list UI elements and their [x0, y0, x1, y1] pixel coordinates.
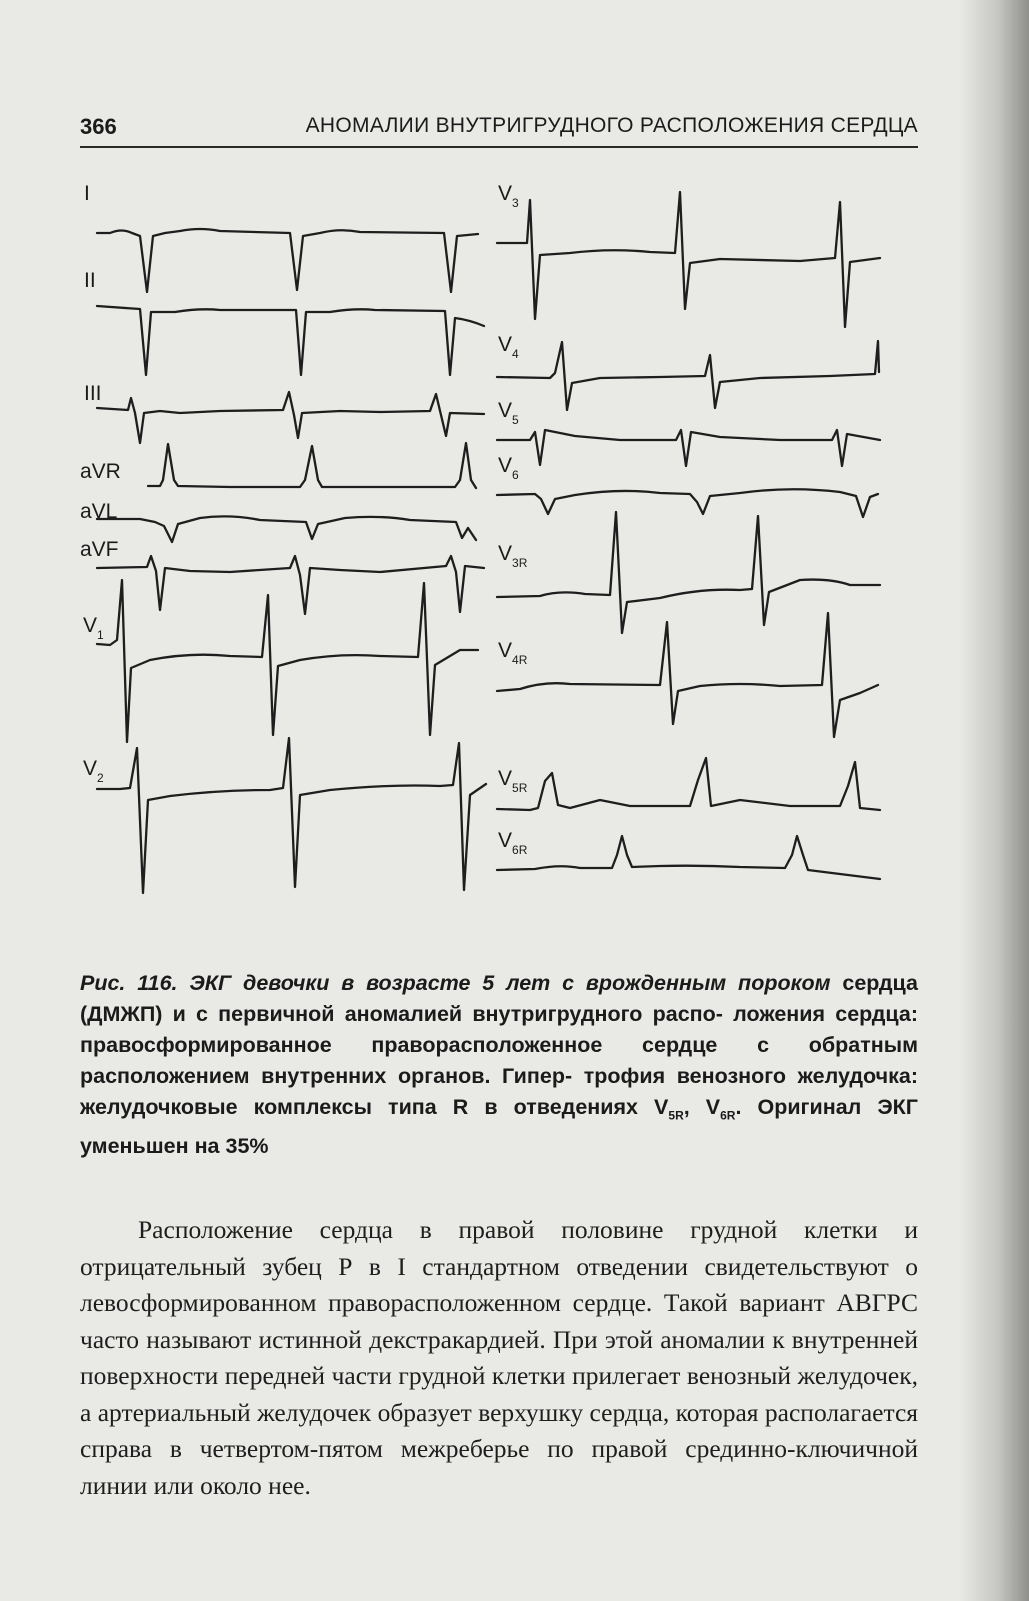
ecg-trace-lead-II: [97, 306, 484, 375]
caption-line: отведениях $V_{5R}$, $V_{6R}$. Оригинал ЭКГ уменьшен на 35%: [80, 1095, 918, 1159]
caption-line: ложения сердца: правосформированное праворасположенное: [80, 1002, 918, 1057]
ecg-trace-lead-V2: [97, 738, 486, 893]
ecg-trace-lead-V5R: [497, 758, 880, 810]
ecg-trace-lead-V3: [497, 192, 880, 327]
lead-label-V5R: $V_{5R}$: [498, 767, 528, 795]
ecg-trace-lead-V3R: [497, 512, 880, 633]
lead-label-aVF: aVF: [80, 538, 119, 561]
caption-line: сердца (ДМЖП) и с первичной аномалией внутригрудного распо-: [80, 971, 918, 1026]
body-paragraph: Расположение сердца в правой половине грудной клетки и отрицательный зубец Р в I стандартном отведении свидетельствуют о левосформированном праворасположенном сердце. Такой вариант АВГРС часто называют истинной декстракардией. При этой аномалии к внутренней поверхности передней части грудной клетки прилегает венозный желудочек, а артериальный желудочек образует верхушку сердца, которая располагается справа в четвертом-пятом межреберье по правой срединно-ключичной линии или около нее.: [80, 1215, 918, 1500]
running-title: АНОМАЛИИ ВНУТРИГРУДНОГО РАСПОЛОЖЕНИЯ СЕРДЦА: [305, 114, 918, 137]
lead-label-V4R: $V_{4R}$: [498, 639, 528, 667]
lead-label-I: I: [84, 182, 90, 205]
lead-label-V3R: $V_{3R}$: [498, 542, 528, 570]
page-number: 366: [80, 114, 117, 139]
lead-label-III: III: [84, 382, 102, 405]
ecg-trace-lead-V6: [497, 489, 878, 517]
lead-label-V6R: $V_{6R}$: [498, 829, 528, 857]
caption-line: трофия венозного желудочка: желудочковые комплексы типа R в: [80, 1064, 918, 1119]
lead-label-aVL: aVL: [80, 500, 118, 523]
lead-label-V1: $V_1$: [83, 614, 104, 642]
ecg-trace-lead-V4R: [497, 613, 878, 737]
ecg-trace-lead-V6R: [497, 836, 880, 879]
ecg-trace-lead-V1: [97, 580, 478, 742]
lead-label-V2: $V_2$: [83, 757, 104, 785]
lead-label-aVR: aVR: [80, 460, 121, 483]
caption-figure-title: Рис. 116. ЭКГ девочки в возрасте 5 лет с врожденным пороком: [80, 971, 831, 995]
ecg-trace-lead-aVR: [148, 443, 476, 488]
ecg-trace-lead-aVL: [97, 516, 476, 542]
lead-label-V6: $V_6$: [498, 454, 519, 482]
caption-line: сердце с обратным расположением внутренних органов. Гипер-: [80, 1033, 918, 1088]
lead-label-V4: $V_4$: [498, 333, 519, 361]
figure-caption: [80, 968, 918, 1162]
ecg-trace-lead-I: [97, 229, 478, 292]
ecg-trace-lead-V5: [497, 430, 880, 466]
ecg-trace-lead-V4: [497, 341, 879, 410]
ecg-trace-lead-III: [97, 392, 484, 443]
lead-label-V5: $V_5$: [498, 399, 519, 427]
lead-label-II: II: [84, 269, 96, 292]
lead-label-V3: $V_3$: [498, 182, 519, 210]
